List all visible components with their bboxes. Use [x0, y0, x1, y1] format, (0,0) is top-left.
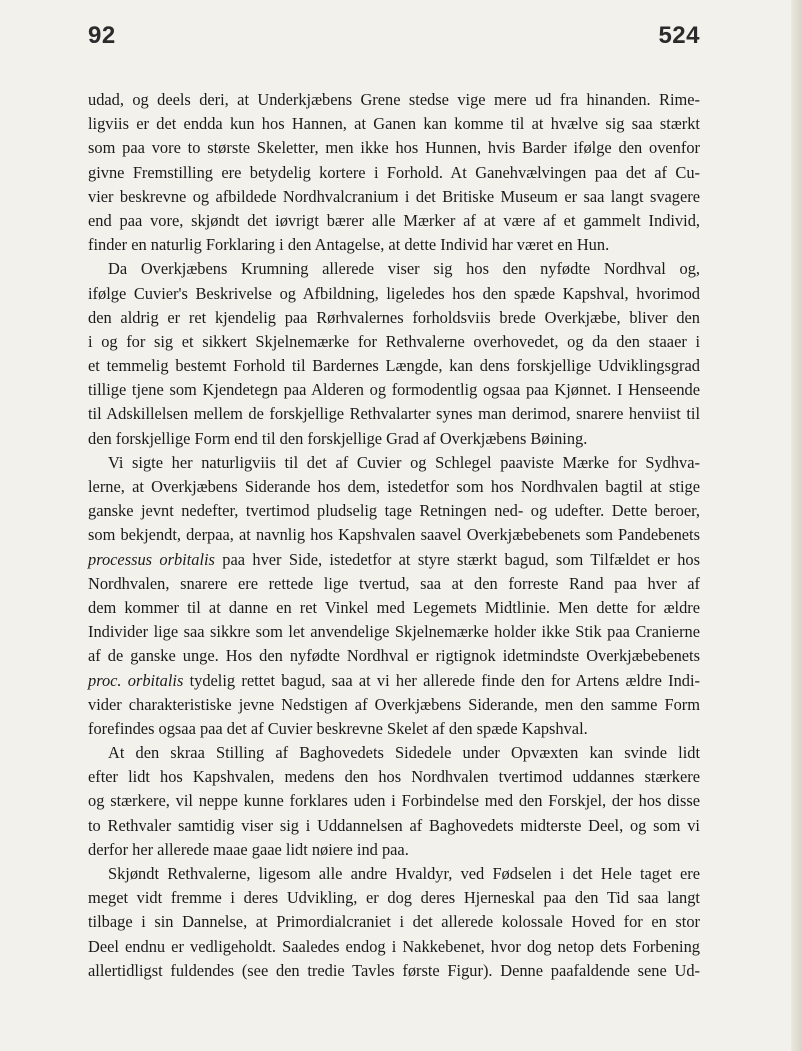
text-fragment: paa hver Side, istedetfor at styre stærkt bagud, som Tilfældet er hos [214, 549, 700, 569]
text-line: et temmelig bestemt Forhold til Bardernes Længde, kan dens forskjellige Udviklingsgrad [88, 356, 700, 376]
text-line: to Rethvaler samtidig viser sig i Uddannelsen af Baghovedets midterste Deel, og som vi [88, 815, 700, 835]
text-line: forefindes ogsaa paa det af Cuvier beskrevne Skelet af den spæde Kapshval. [88, 718, 588, 738]
text-line: meget vidt fremme i deres Udvikling, er dog deres Hjerneskal paa den Tid saa langt [88, 888, 700, 908]
text-line: til Adskillelsen mellem de forskjellige Rethvalarter synes man derimod, snarere henviist til [88, 404, 700, 424]
text-line: dem kommer til at danne en ret Vinkel med Legemets Midtlinie. Men dette for ældre [88, 597, 700, 617]
text-fragment: tydelig rettet bagud, saa at vi her allerede finde den for Artens ældre Indi- [183, 670, 700, 690]
text-line: den forskjellige Form end til den forskjellige Grad af Overkjæbens Bøining. [88, 428, 588, 448]
text-line: tillige tjene som Kjendetegn paa Alderen og formodentlig ogsaa paa Kjønnet. I Henseende [88, 380, 700, 400]
text-line: ligviis er det endda kun hos Hannen, at Ganen kan komme til at hvælve sig saa stærkt [88, 114, 700, 134]
text-line: Nordhvalen, snarere ere rettede lige tvertud, saa at den forreste Rand paa hver af [88, 573, 700, 593]
text-line: Da Overkjæbens Krumning allerede viser sig hos den nyfødte Nordhval og, [108, 259, 700, 279]
text-line: Skjøndt Rethvalerne, ligesom alle andre Hvaldyr, ved Fødselen i det Hele taget ere [108, 864, 700, 883]
left-page-number: 92 [88, 22, 116, 49]
text-line: Vi sigte her naturligviis til det af Cuvier og Schlegel paaviste Mærke for Sydhva- [108, 452, 700, 472]
text-line: som paa vore to største Skeletter, men ikke hos Hunnen, hvis Barder ifølge den ovenfor [88, 138, 700, 158]
text-line: efter lidt hos Kapshvalen, medens den hos Nordhvalen tvertimod uddannes stærkere [88, 767, 700, 787]
text-line [88, 669, 700, 693]
text-line: finder en naturlig Forklaring i den Antagelse, at dette Individ har været en Hun. [88, 235, 610, 255]
text-line: tilbage i sin Dannelse, at Primordialcraniet i det allerede kolossale Hoved for en stor [88, 912, 700, 932]
page-edge-shadow [791, 0, 801, 1051]
text-line: af de ganske unge. Hos den nyfødte Nordhval er rigtignok idetmindste Overkjæbebenets [88, 646, 700, 666]
text-line: givne Fremstilling ere betydelig kortere i Forhold. At Ganehvælvingen paa det af Cu- [88, 162, 700, 182]
text-line: ganske jevnt nedefter, tvertimod pludselig tage Retningen ned- og udefter. Dette beroer, [88, 501, 700, 521]
text-line: som bekjendt, derpaa, at navnlig hos Kapshvalen saavel Overkjæbebenets som Pandebenets [88, 525, 700, 545]
text-line: og stærkere, vil neppe kunne forklares uden i Forbindelse med den Forskjel, der hos disse [88, 791, 700, 811]
text-line: allertidligst fuldendes (see den tredie Tavles første Figur). Denne paafaldende sene Ud- [88, 960, 700, 980]
text-line: end paa vore, skjøndt det iøvrigt bærer alle Mærker af at være af et gammelt Individ, [88, 210, 700, 230]
right-page-number: 524 [658, 22, 700, 49]
text-line: den aldrig er ret kjendelig paa Rørhvalernes forholdsviis brede Overkjæbe, bliver den [88, 307, 700, 327]
text-line: Individer lige saa sikkre som let anvendelige Skjelnemærke holder ikke Stik paa Cranierne [88, 622, 700, 642]
text-line: ifølge Cuvier's Beskrivelse og Afbildning, ligeledes hos den spæde Kapshval, hvorimod [88, 283, 700, 303]
latin-term: processus orbitalis [88, 549, 215, 569]
text-line: At den skraa Stilling af Baghovedets Sidedele under Opvæxten kan svinde lidt [108, 743, 700, 763]
text-line: vier beskrevne og afbildede Nordhvalcranium i det Britiske Museum er saa langt svagere [88, 186, 700, 206]
text-line: i og for sig et sikkert Skjelnemærke for Rethvalerne overhovedet, og da den staaer i [88, 331, 700, 351]
body-text [88, 88, 700, 983]
latin-term: proc. orbitalis [88, 670, 184, 690]
text-line: Deel endnu er vedligeholdt. Saaledes endog i Nakkebenet, hvor dog netop dets Forbening [88, 936, 700, 956]
text-line: lerne, at Overkjæbens Siderande hos dem, istedetfor som hos Nordhvalen bagtil at stige [88, 477, 700, 496]
text-line: derfor her allerede maae gaae lidt nøiere ind paa. [88, 839, 409, 859]
page-header [88, 22, 700, 58]
text-line [88, 548, 700, 572]
text-line: udad, og deels deri, at Underkjæbens Grene stedse vige mere ud fra hinanden. Rime- [88, 90, 700, 109]
text-line: vider charakteristiske jevne Nedstigen af Overkjæbens Siderande, men den samme Form [88, 694, 700, 714]
